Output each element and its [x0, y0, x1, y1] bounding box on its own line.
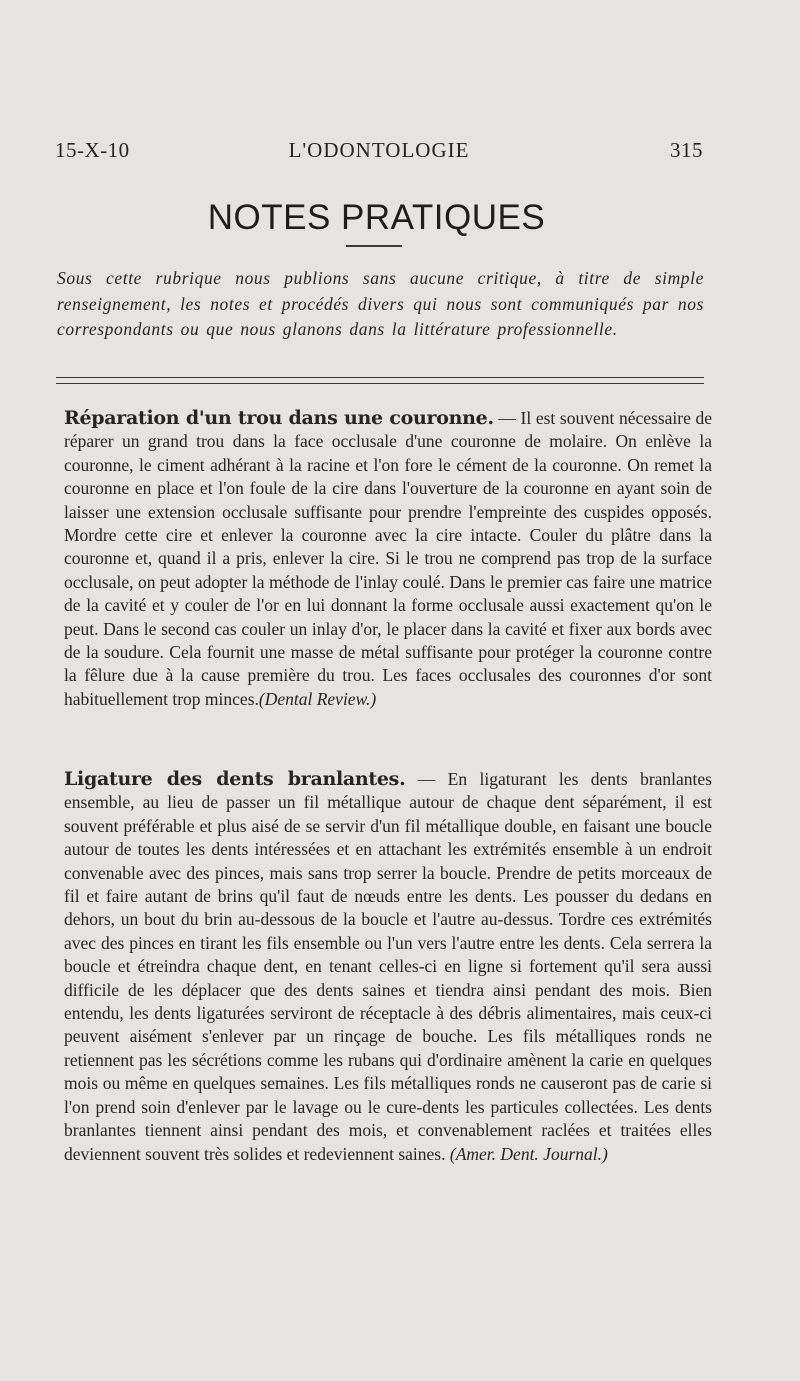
section-intro: Sous cette rubrique nous publions sans aucune critique, à titre de simple renseignement, les notes et procédés divers qui nous sont communiqués par nos correspondants ou que nous glanons dans la littérature professionnelle.	[57, 268, 704, 339]
article-title: Ligature des dents branlantes.	[64, 768, 406, 790]
article-title: Réparation d'un trou dans une couronne.	[64, 407, 494, 429]
running-head	[55, 138, 703, 168]
section-divider	[56, 377, 704, 384]
article-body: Il est souvent nécessaire de réparer un grand trou dans la face occlusale d'une couronne de molaire. On enlève la couronne, le ciment adhérant à la racine et l'on fore le cément de la couronne. On remet la couronne en place et l'on foule de la cire dans l'ouverture de la couronne en ayant soin de laisser une extension occlusale suffisante pour prendre l'empreinte des cuspides opposés. Mordre cette cire et enlever la couronne avec la cire intacte. Couler du plâtre dans la couronne et, quand il a pris, enlever la cire. Si le trou ne comprend pas trop de la surface occlusale, on peut adopter la méthode de l'inlay coulé. Dans le premier cas faire une matrice de la cavité et y couler de l'or en lui donnant la forme occlusale aussi exactement qu'on le peut. Dans le second cas couler un inlay d'or, le placer dans la cavité et fixer aux bords avec de la soudure. Cela fournit une masse de métal suffisante pour protéger la couronne contre la fêlure due à la cause première du trou. Les faces occlusales des couronnes d'or sont habituellement trop minces.	[64, 408, 712, 709]
article-source: (Dental Review.)	[258, 688, 377, 709]
article-body: En ligaturant les dents branlantes ensemble, au lieu de passer un fil métallique autour de chaque dent séparément, il est souvent préférable et plus aisé de se servir d'un fil métallique double, en faisant une boucle autour de toutes les dents intéressées et en attachant les extrémités ensemble à un endroit convenable avec des pinces, mais sans trop serrer la boucle. Prendre de petits morceaux de fil et faire autant de brins qu'il faut de nœuds entre les dents. Les pousser du dedans en dehors, un bout du brin au-dessous de la boucle et l'autre au-dessus. Tordre ces extrémités avec des pinces en tirant les fils ensemble ou l'un vers l'autre entre les dents. Cela serrera la boucle et étreindra chaque dent, en tenant celles-ci en ligne si fortement qu'il sera aussi difficile de les déplacer que des dents saines et tiendra ainsi pendant des mois. Bien entendu, les dents ligaturées serviront de réceptacle à des débris alimentaires, mais ceux-ci peuvent aisément s'enlever par un rinçage de bouche. Les fils métalliques ronds ne retiennent pas les sécrétions comme les rubans qui d'ordinaire amènent la carie en quelques mois ou même en quelques semaines. Les fils métalliques ronds ne causeront pas de carie si l'on prend soin d'enlever par le lavage ou le cure-dents les particules collectées. Les dents branlantes tiennent ainsi pendant des mois, et convenablement raclées et traitées elles deviennent souvent très solides et redeviennent saines.	[64, 769, 712, 1164]
section-title: NOTES PRATIQUES	[207, 198, 546, 237]
title-underline	[346, 245, 402, 247]
article-separator: —	[493, 408, 521, 428]
issue-date: 15-X-10	[55, 138, 130, 162]
page-number: 315	[670, 138, 703, 162]
article-separator: —	[405, 769, 448, 789]
article-loose-teeth	[56, 768, 712, 1166]
article-source: (Amer. Dent. Journal.)	[449, 1143, 608, 1164]
journal-name: L'ODONTOLOGIE	[288, 138, 470, 162]
article-crown-repair	[56, 407, 712, 711]
